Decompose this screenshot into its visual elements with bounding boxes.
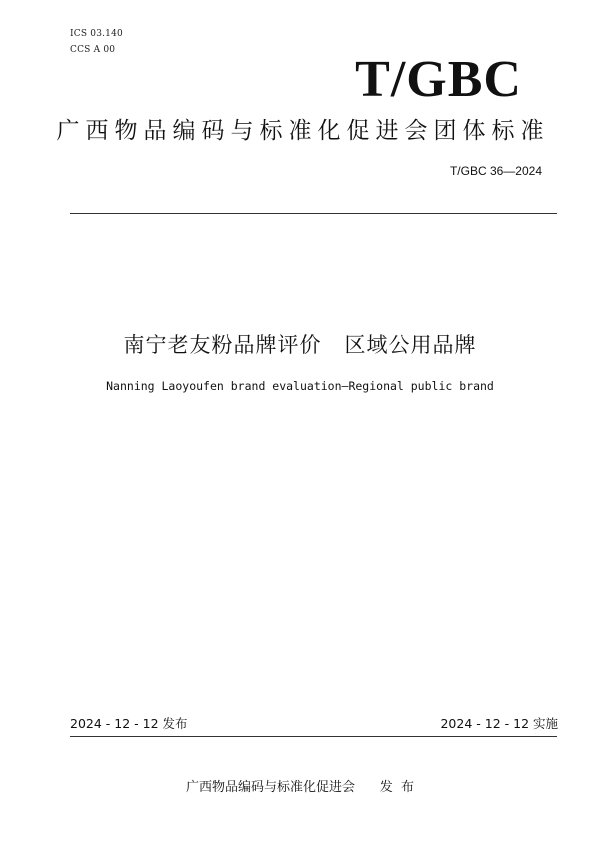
implementation-date: 2024 - 12 - 12 实施	[440, 716, 558, 731]
document-title-english: Nanning Laoyoufen brand evaluation—Regional public brand	[106, 379, 494, 393]
document-title-chinese: 南宁老友粉品牌评价 区域公用品牌	[123, 333, 477, 357]
organization-header: 广西物品编码与标准化促进会团体标准	[56, 118, 550, 144]
publisher-line: 广西物品编码与标准化促进会 发 布	[185, 780, 415, 795]
top-divider	[70, 213, 557, 214]
ics-code: ICS 03.140	[70, 29, 123, 39]
standard-number: T/GBC 36—2024	[449, 164, 542, 178]
issue-date: 2024 - 12 - 12 发布	[70, 716, 188, 731]
bottom-divider	[70, 736, 557, 737]
ccs-code: CCS A 00	[70, 45, 116, 55]
standard-logo: T/GBC	[355, 51, 522, 108]
